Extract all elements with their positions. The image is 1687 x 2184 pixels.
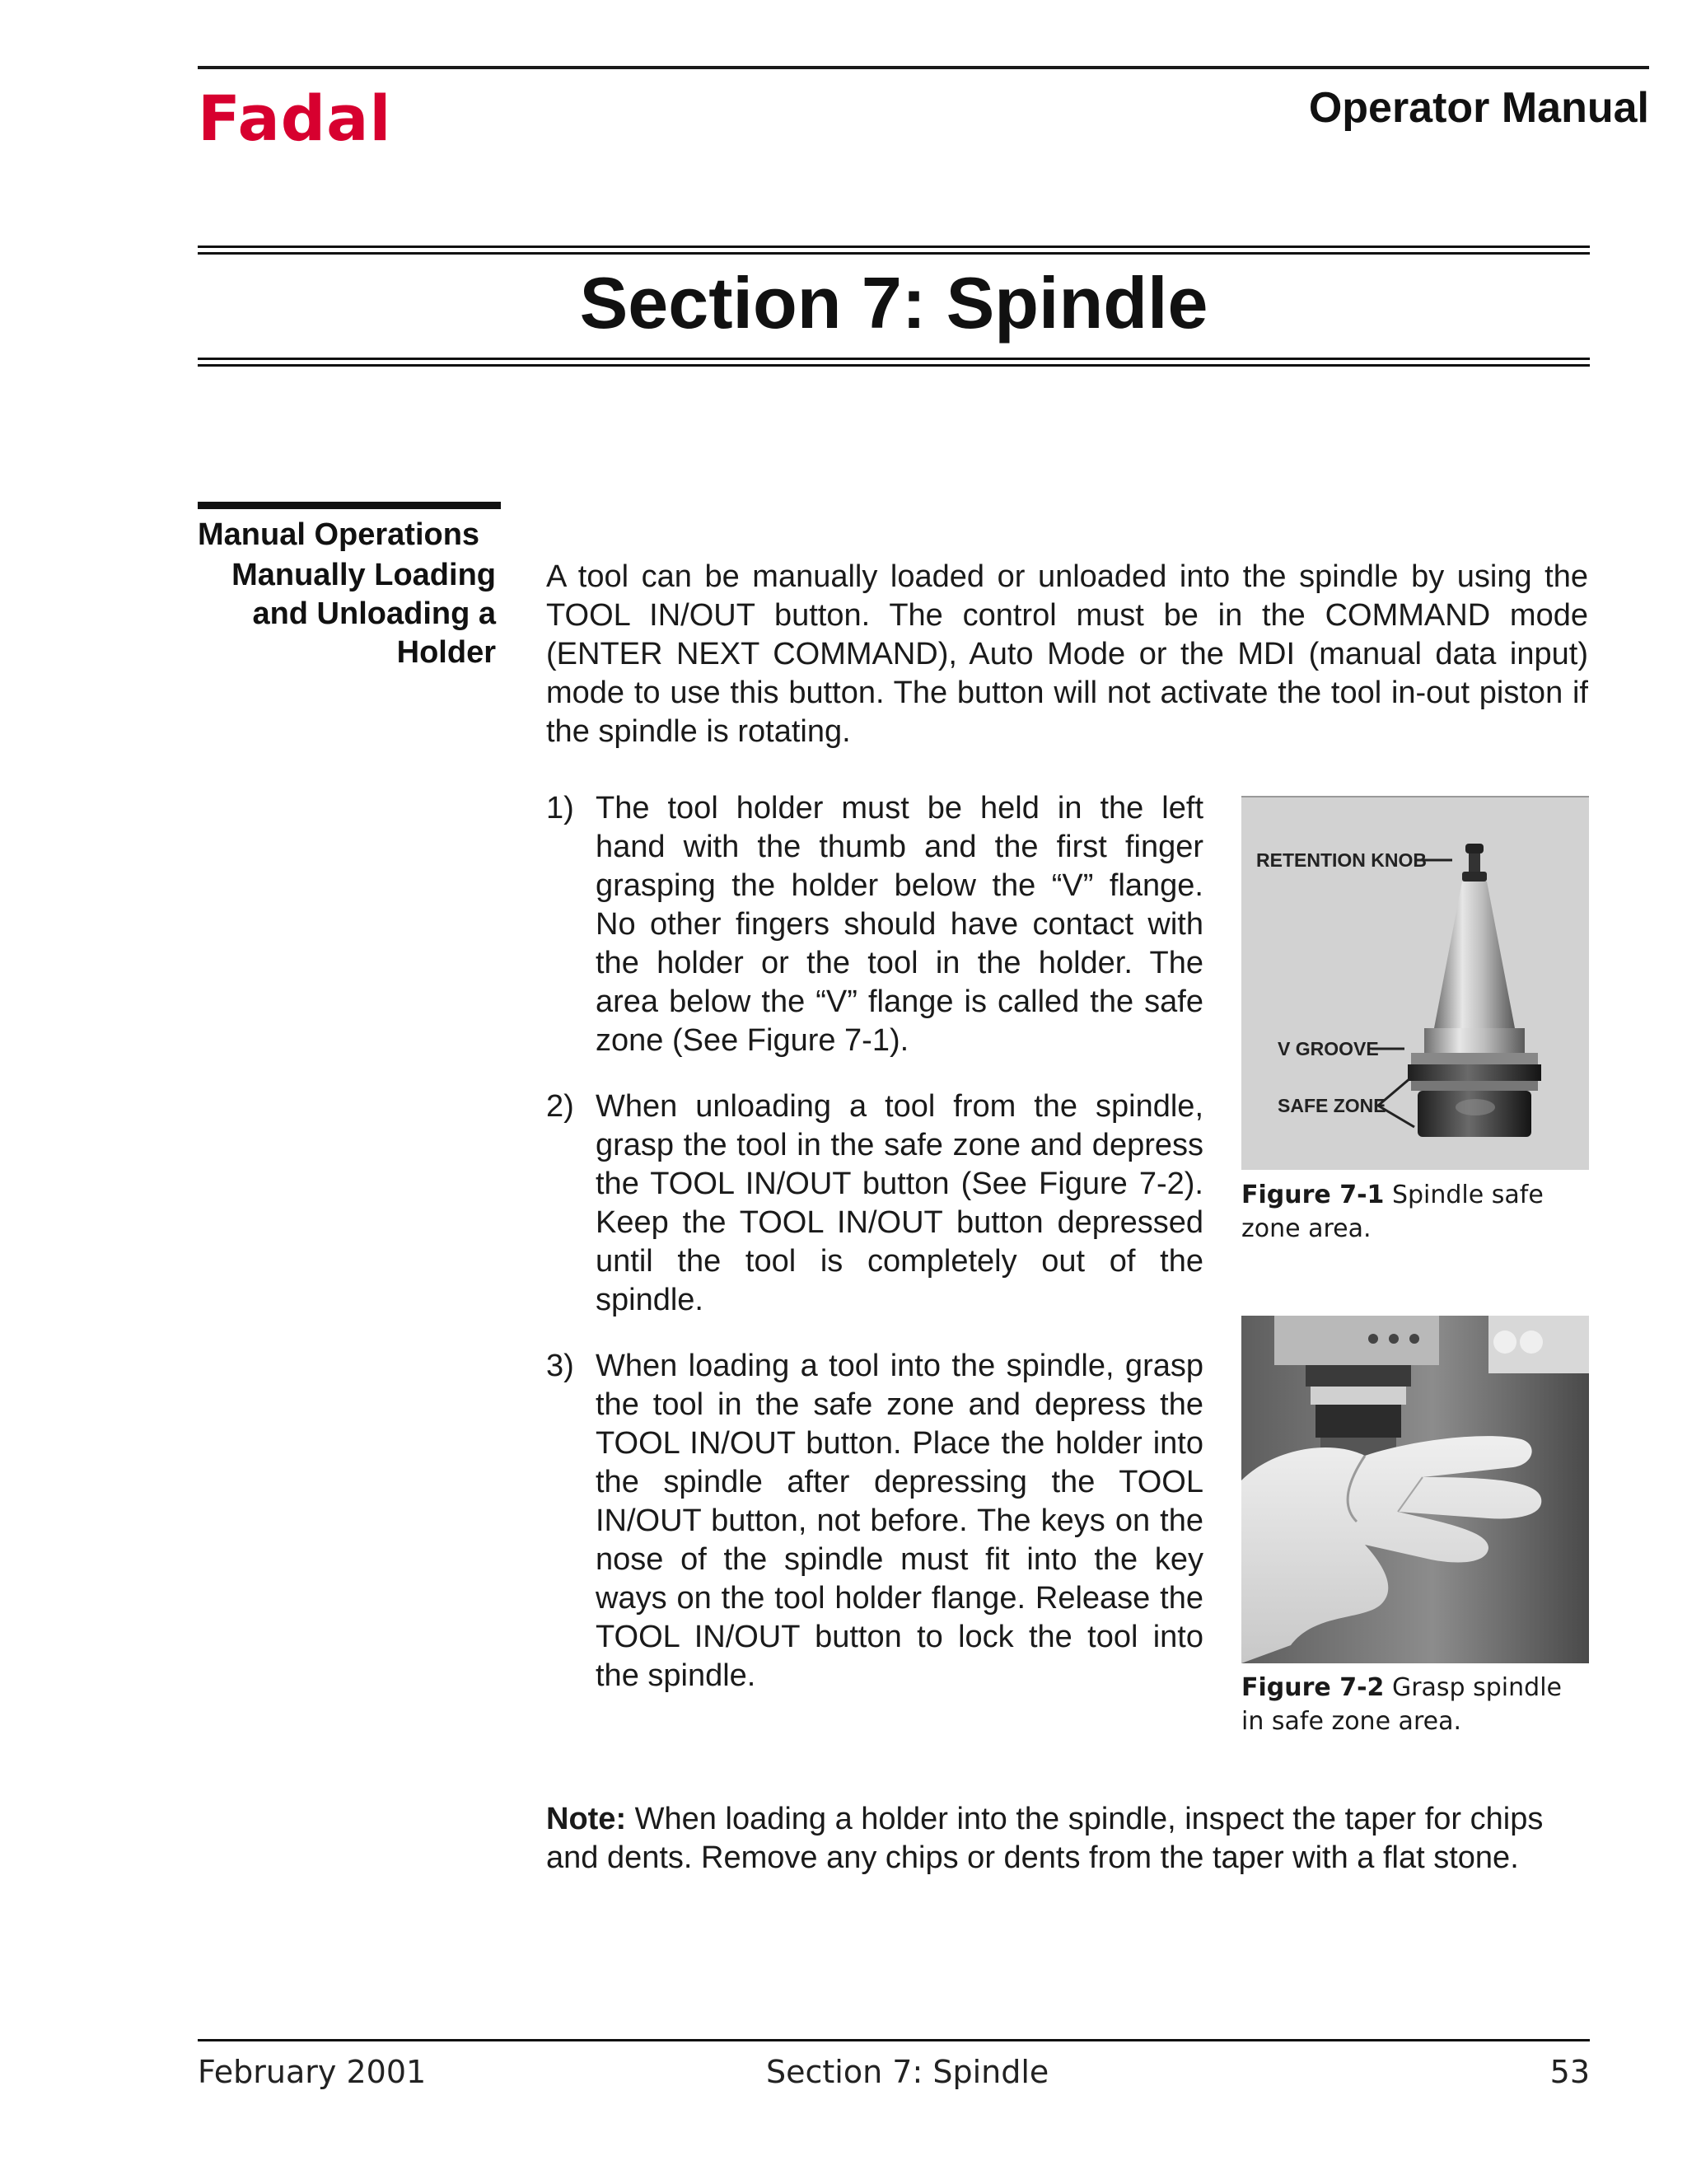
figure-caption-text: Spindle safe zone area.	[1241, 1181, 1544, 1243]
step-item	[546, 1347, 1203, 1695]
sidebar-heading: Manual Operations	[198, 517, 480, 552]
figure-7-2-caption	[1241, 1671, 1589, 1738]
step-text: The tool holder must be held in the left hand with the thumb and the first finger grasping the holder below the “V” flange. No other fingers should have contact with the holder or the tool in the holder. The area below the “V” flange is called the safe zone (See Figure 7-1).	[596, 791, 1203, 1058]
step-item	[546, 1087, 1203, 1320]
callout-safe-zone: SAFE ZONE	[1278, 1095, 1386, 1116]
sidebar-subheading-line: and Unloading a	[252, 596, 496, 631]
header-rule	[198, 66, 1649, 69]
figure-caption-text: Grasp spindle in safe zone area.	[1241, 1673, 1562, 1736]
sidebar-rule	[198, 502, 501, 509]
footer-page-number: 53	[1549, 2054, 1590, 2090]
section-title: Section 7: Spindle	[579, 262, 1208, 344]
step-item	[546, 789, 1203, 1060]
footer-date: February 2001	[198, 2054, 427, 2090]
step-number: 2)	[546, 1089, 574, 1124]
figure-7-1-caption	[1241, 1178, 1589, 1246]
callout-retention-knob: RETENTION KNOB	[1256, 849, 1427, 871]
section-rule-bottom-1	[198, 358, 1590, 360]
manual-title: Operator Manual	[1308, 84, 1649, 132]
section-rule-bottom-2	[198, 364, 1590, 367]
steps-list	[546, 789, 1203, 1723]
intro-paragraph: A tool can be manually loaded or unloaded into the spindle by using the TOOL IN/OUT button. The control must be in the COMMAND mode (ENTER NEXT COMMAND), Auto Mode or the MDI (manual data input) mode to use this button. The button will not activate the tool in-out piston if the spindle is rotating.	[546, 559, 1588, 749]
step-text: When loading a tool into the spindle, grasp the tool in the safe zone and depress the TOOL IN/OUT button. Place the holder into the spindle after depressing the TOOL IN/OUT button, not before. The keys on the nose of the spindle must fit into the key ways on the tool holder flange. Release the TOOL IN/OUT button to lock the tool into the spindle.	[596, 1349, 1203, 1693]
footer-section: Section 7: Spindle	[766, 2054, 1049, 2090]
footer-rule	[198, 2039, 1590, 2041]
sidebar-subheading-line: Manually Loading	[231, 558, 496, 592]
figure-7-2-photo	[1241, 1316, 1589, 1663]
figure-label: Figure 7-2	[1241, 1673, 1385, 1702]
step-number: 1)	[546, 791, 574, 825]
note-text: When loading a holder into the spindle, inspect the taper for chips and dents. Remove any chips or dents from the taper with a flat stone.	[546, 1802, 1544, 1875]
callout-v-groove: V GROOVE	[1278, 1038, 1379, 1059]
section-rule-top-1	[198, 246, 1590, 248]
figure-7-1-photo	[1241, 796, 1589, 1170]
sidebar-subheading	[198, 556, 496, 672]
brand-logo: Fadal	[198, 82, 392, 155]
note-paragraph	[546, 1800, 1588, 1878]
note-label: Note:	[546, 1802, 627, 1836]
sidebar-subheading-line: Holder	[396, 635, 496, 670]
figure-label: Figure 7-1	[1241, 1181, 1385, 1209]
step-number: 3)	[546, 1349, 574, 1383]
step-text: When unloading a tool from the spindle, grasp the tool in the safe zone and depress the TOOL IN/OUT button (See Figure 7-2). Keep the TOOL IN/OUT button depressed until the tool is completely out of the spindle.	[596, 1089, 1203, 1317]
